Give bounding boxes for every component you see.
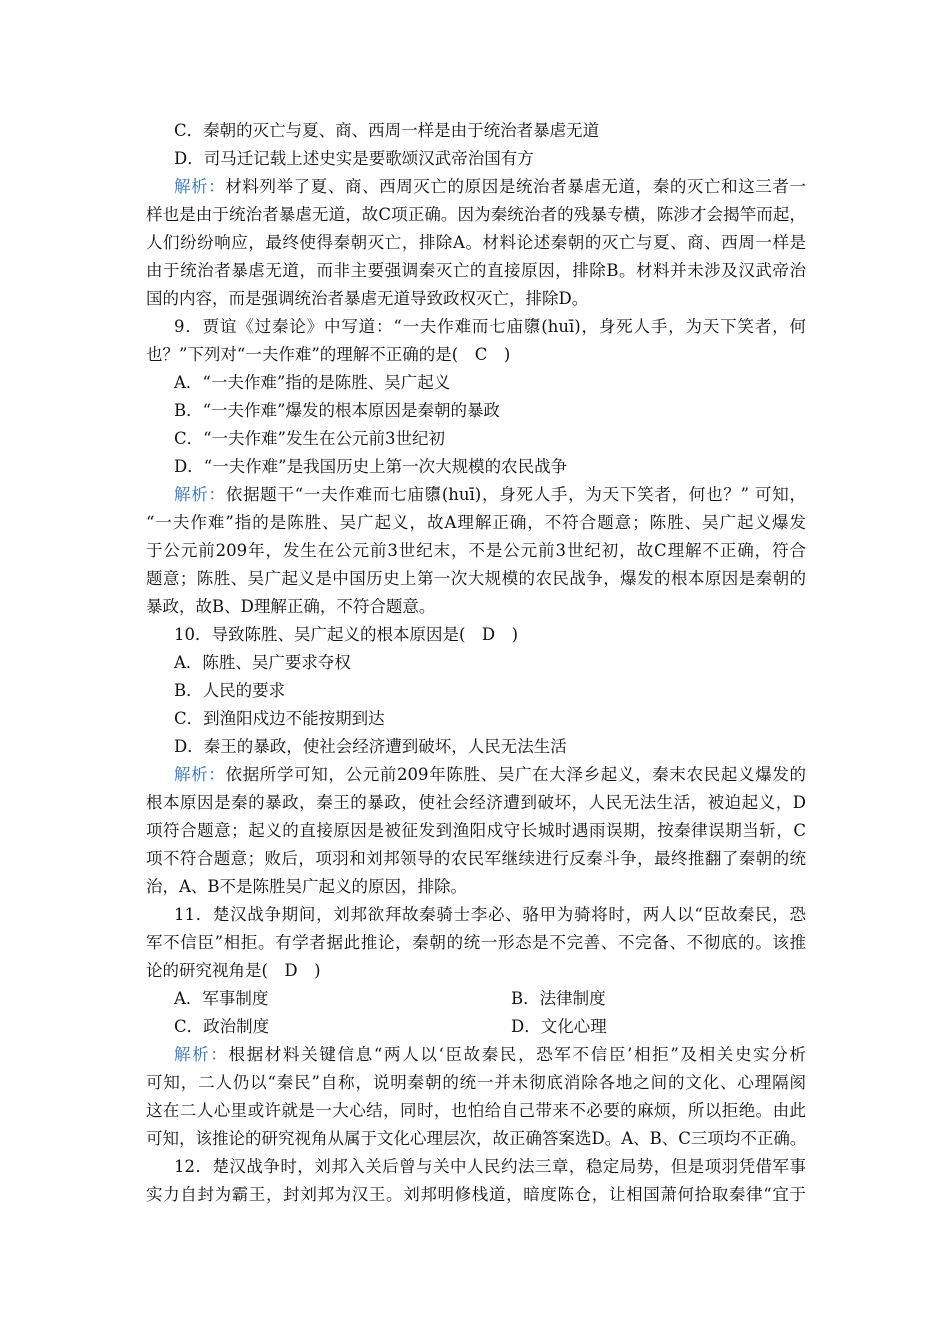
- q8-analysis-line: 样也是由于统治者暴虐无道，故C项正确。因为秦统治者的残暴专横，陈涉才会揭竿而起，: [146, 205, 806, 224]
- q9-option-a: A．“一夫作难”指的是陈胜、吴广起义: [174, 373, 451, 392]
- q9-analysis-line: 解析：依据题干“一夫作难而七庙隳(huī)，身死人手，为天下笑者，何也？” 可知，: [174, 485, 806, 504]
- q11-option-a: A．军事制度: [174, 989, 269, 1008]
- q9-analysis-line: 题意；陈胜、吴广起义是中国历史上第一次大规模的农民战争，爆发的根本原因是秦朝的: [146, 569, 806, 588]
- q9-analysis-line: 暴政，故B、D理解正确，不符合题意。: [146, 597, 436, 616]
- q11-option-b: B．法律制度: [511, 989, 606, 1008]
- q11-analysis-line: 这在二人心里或许就是一大心结，同时，也怕给自己带来不必要的麻烦，所以拒绝。由此: [146, 1101, 806, 1120]
- q10-option-b: B．人民的要求: [174, 681, 286, 700]
- q10-analysis-line: 治，A、B不是陈胜吴广起义的原因，排除。: [146, 877, 468, 896]
- q9-analysis-line: “一夫作难”指的是陈胜、吴广起义，故A理解正确，不符合题意；陈胜、吴广起义爆发: [146, 513, 806, 532]
- q11-option-d: D．文化心理: [511, 1017, 607, 1036]
- q11-stem-line: 军不信臣”相拒。有学者据此推论，秦朝的统一形态是不完善、不完备、不彻底的。该推: [146, 933, 806, 952]
- q9-analysis-line: 于公元前209年，发生在公元前3世纪末，不是公元前3世纪初，故C理解不正确，符合: [146, 541, 806, 560]
- q11-analysis-line: 可知，二人仍以“秦民”自称，说明秦朝的统一并未彻底消除各地之间的文化、心理隔阂: [146, 1073, 806, 1092]
- q8-option-d: D．司马迁记载上述史实是要歌颂汉武帝治国有方: [174, 149, 534, 168]
- q10-option-a: A．陈胜、吴广要求夺权: [174, 653, 351, 672]
- q8-analysis-line: 国的内容，而是强调统治者暴虐无道导致政权灭亡，排除D。: [146, 289, 589, 308]
- q9-option-b: B．“一夫作难”爆发的根本原因是秦朝的暴政: [174, 401, 500, 420]
- q10-analysis-line: 根本原因是秦的暴政，秦王的暴政，使社会经济遭到破坏，人民无法生活，被迫起义，D: [146, 793, 806, 812]
- q8-analysis-line: 人们纷纷响应，最终使得秦朝灭亡，排除A。材料论述秦朝的灭亡与夏、商、西周一样是: [146, 233, 806, 252]
- q10-option-c: C．到渔阳戍边不能按期到达: [174, 709, 385, 728]
- q11-stem-line: 11．楚汉战争期间，刘邦欲拜故秦骑士李必、骆甲为骑将时，两人以“臣故秦民，恐: [174, 905, 806, 924]
- q12-stem-line: 实力自封为霸王，封刘邦为汉王。刘邦明修栈道，暗度陈仓，让相国萧何拾取秦律“宜于: [146, 1185, 806, 1204]
- q10-analysis-line: 解析：依据所学可知，公元前209年陈胜、吴广在大泽乡起义，秦末农民起义爆发的: [174, 765, 807, 784]
- q9-stem-line: 9．贾谊《过秦论》中写道：“一夫作难而七庙隳(huī)，身死人手，为天下笑者，何: [174, 317, 806, 336]
- q8-analysis-line: 解析：材料列举了夏、商、西周灭亡的原因是统治者暴虐无道，秦的灭亡和这三者一: [174, 177, 807, 196]
- q10-option-d: D．秦王的暴政，使社会经济遭到破坏，人民无法生活: [174, 737, 567, 756]
- q8-analysis-line: 由于统治者暴虐无道，而非主要强调秦灭亡的直接原因，排除B。材料并未涉及汉武帝治: [146, 261, 806, 280]
- q9-option-d: D．“一夫作难”是我国历史上第一次大规模的农民战争: [174, 457, 568, 476]
- q11-analysis-line: 解析：根据材料关键信息“两人以‘臣故秦民，恐军不信臣’相拒”及相关史实分析: [174, 1045, 806, 1064]
- analysis-label: 解析：: [174, 177, 226, 196]
- q12-stem-line: 12．楚汉战争时，刘邦入关后曾与关中人民约法三章，稳定局势，但是项羽凭借军事: [174, 1157, 806, 1176]
- q11-option-c: C．政治制度: [174, 1017, 270, 1036]
- q10-analysis-line: 项符合题意；起义的直接原因是被征发到渔阳戍守长城时遇雨误期，按秦律误期当斩，C: [146, 821, 806, 840]
- q9-option-c: C．“一夫作难”发生在公元前3世纪初: [174, 429, 445, 448]
- analysis-label: 解析：: [174, 765, 226, 784]
- analysis-label: 解析：: [174, 485, 226, 504]
- q11-analysis-line: 可知，该推论的研究视角从属于文化心理层次，故正确答案选D。A、B、C三项均不正确。: [146, 1129, 807, 1148]
- q11-stem-line: 论的研究视角是( D ): [146, 961, 321, 980]
- q10-analysis-line: 项不符合题意；败后，项羽和刘邦领导的农民军继续进行反秦斗争，最终推翻了秦朝的统: [146, 849, 806, 868]
- q10-stem-line: 10．导致陈胜、吴广起义的根本原因是( D ): [174, 625, 519, 644]
- q9-stem-line: 也？”下列对“一夫作难”的理解不正确的是( C ): [146, 345, 511, 364]
- q8-option-c: C．秦朝的灭亡与夏、商、西周一样是由于统治者暴虐无道: [174, 121, 600, 140]
- analysis-label: 解析：: [174, 1045, 229, 1064]
